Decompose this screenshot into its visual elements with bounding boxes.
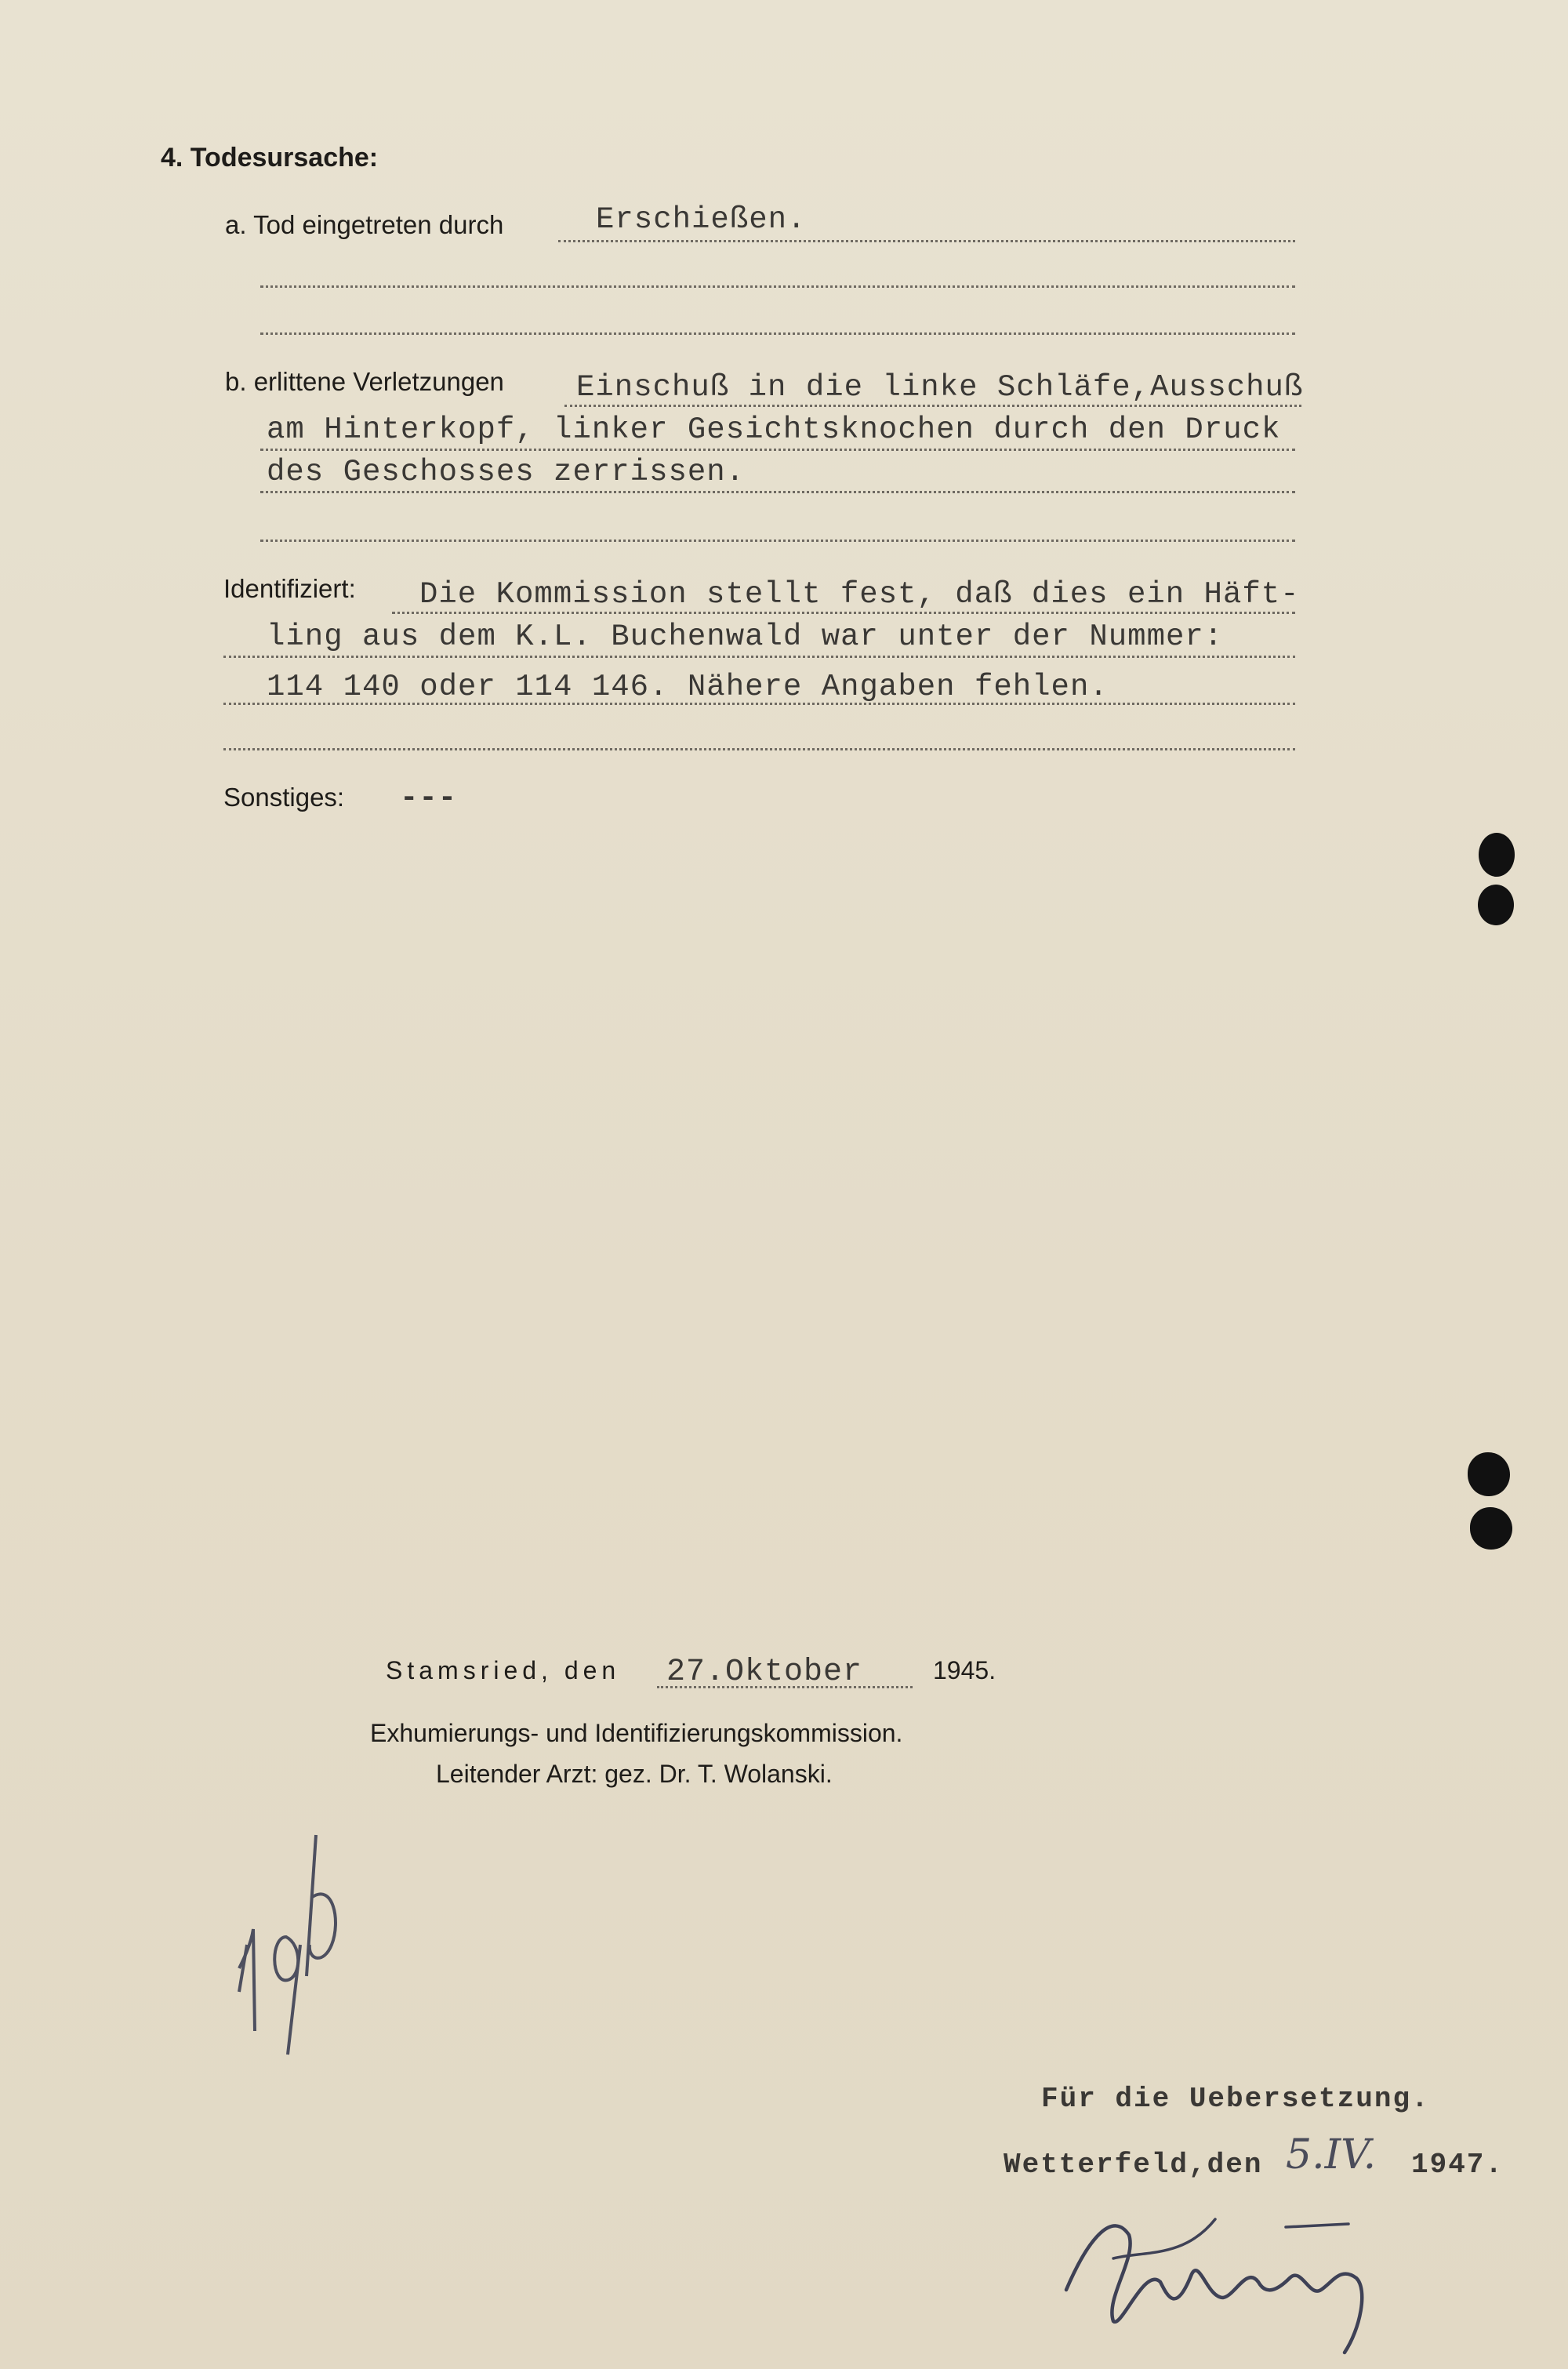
dotted-line <box>260 491 1295 493</box>
dotted-line <box>260 540 1295 542</box>
dotted-line <box>564 405 1301 407</box>
punch-hole-bottom-lower <box>1470 1507 1512 1550</box>
other-value: --- <box>400 781 458 816</box>
footer-date: 27.Oktober <box>666 1655 863 1690</box>
footer-year: 1945. <box>933 1656 996 1684</box>
commission-name: Exhumierungs- und Identifizierungskommission. <box>370 1719 903 1747</box>
identified-label: Identifiziert: <box>223 574 356 603</box>
dotted-line <box>260 449 1295 451</box>
cause-of-death-heading: 4. Todesursache: <box>161 143 379 173</box>
identified-line-1: Die Kommission stellt fest, daß dies ein Häft- <box>419 577 1300 612</box>
death-cause-label: a. Tod eingetreten durch <box>225 210 504 239</box>
dotted-line <box>223 656 1295 658</box>
punch-hole-bottom <box>1468 1452 1510 1496</box>
punch-hole-top <box>1479 833 1515 877</box>
translation-stamp-year: 1947. <box>1411 2149 1504 2181</box>
injuries-line-3: des Geschosses zerrissen. <box>267 455 746 489</box>
dotted-line <box>657 1686 913 1688</box>
footer-place: Stamsried, den <box>386 1656 621 1684</box>
leading-doctor: Leitender Arzt: gez. Dr. T. Wolanski. <box>436 1760 833 1788</box>
injuries-label: b. erlittene Verletzungen <box>225 367 504 396</box>
dotted-line <box>392 612 1295 614</box>
translation-stamp-date: 5.IV. <box>1286 2131 1377 2178</box>
signature <box>1058 2204 1388 2360</box>
dotted-line <box>223 703 1295 705</box>
dotted-line <box>223 748 1295 750</box>
dotted-line <box>260 285 1295 288</box>
dotted-line <box>260 332 1295 335</box>
identified-line-3: 114 140 oder 114 146. Nähere Angaben fehlen. <box>267 670 1109 704</box>
dotted-line <box>558 240 1295 242</box>
injuries-line-2: am Hinterkopf, linker Gesichtsknochen durch den Druck <box>267 412 1281 447</box>
other-label: Sonstiges: <box>223 783 345 812</box>
translation-stamp-line1: Für die Uebersetzung. <box>1041 2083 1430 2115</box>
translation-stamp-place: Wetterfeld,den <box>1004 2149 1263 2181</box>
death-cause-value: Erschießen. <box>596 202 807 237</box>
punch-hole-top-lower <box>1478 885 1514 925</box>
identified-line-2: ling aus dem K.L. Buchenwald war unter der Nummer: <box>267 620 1224 654</box>
handwritten-number <box>223 1827 349 2062</box>
injuries-line-1: Einschuß in die linke Schläfe,Ausschuß <box>576 370 1304 405</box>
